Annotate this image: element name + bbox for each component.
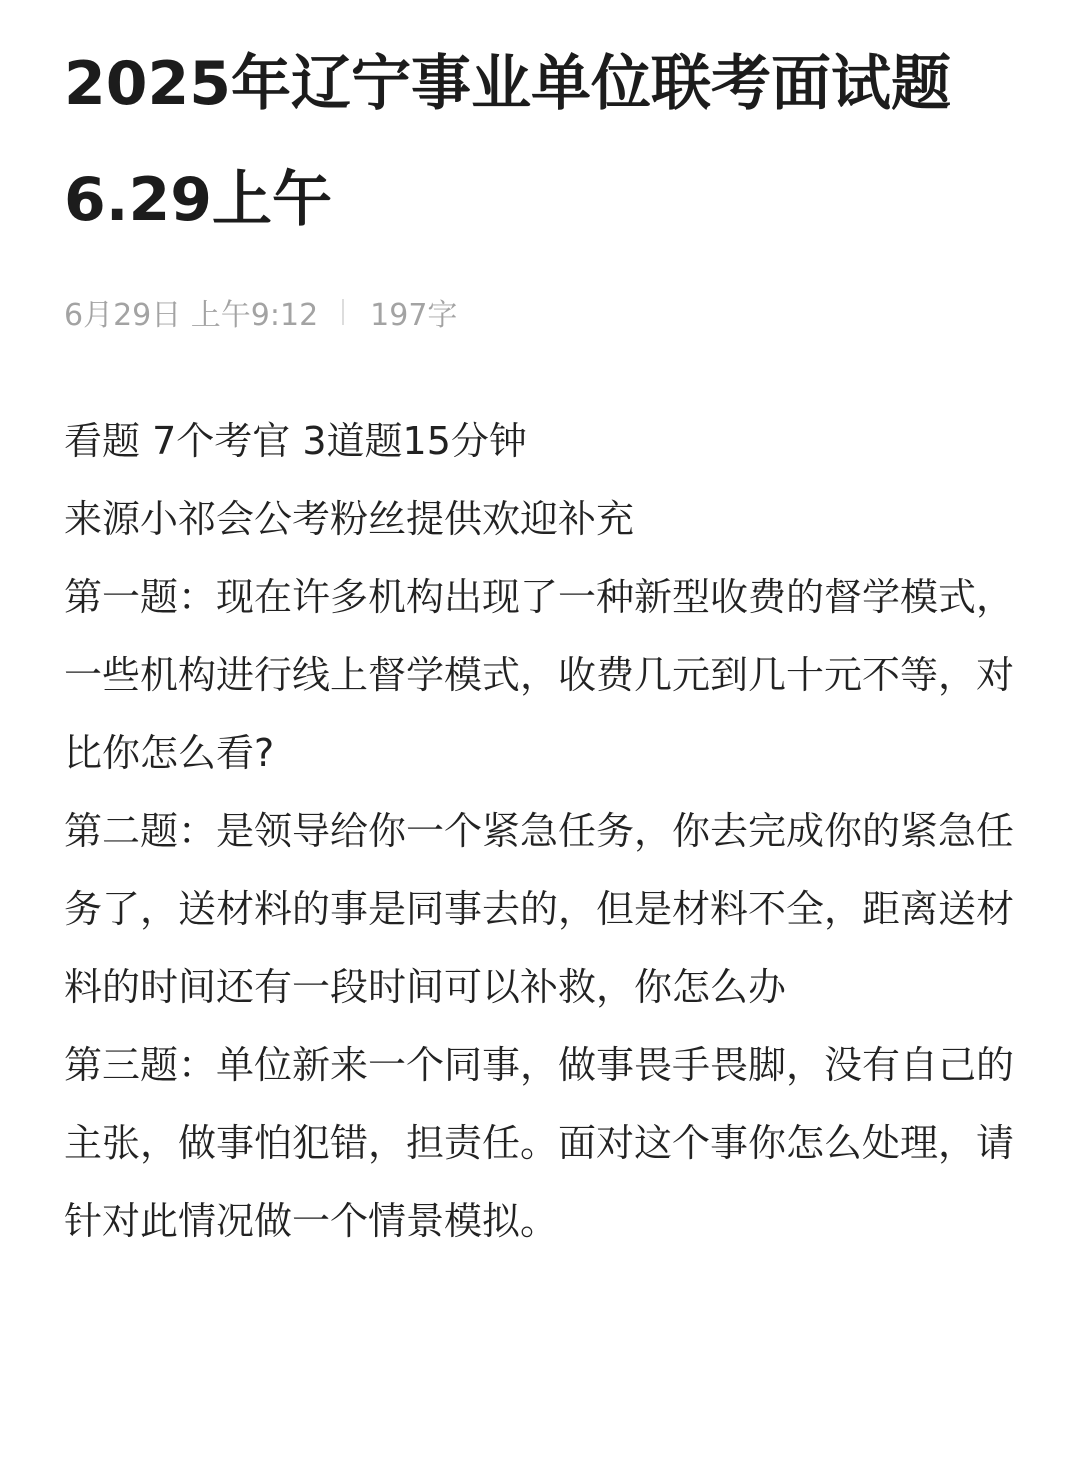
article xyxy=(64,0,1016,1260)
paragraph-question-3: 第三题：单位新来一个同事，做事畏手畏脚，没有自己的主张，做事怕犯错，担责任。面对这个事你怎么处理，请针对此情况做一个情景模拟。 xyxy=(64,1043,1015,1243)
paragraph-source: 来源小祁会公考粉丝提供欢迎补充 xyxy=(64,497,635,541)
word-count: 197字 xyxy=(370,298,458,333)
article-body xyxy=(64,402,1016,1260)
paragraph-question-2: 第二题：是领导给你一个紧急任务，你去完成你的紧急任务了，送材料的事是同事去的，但是材料不全，距离送材料的时间还有一段时间可以补救，你怎么办 xyxy=(64,809,1015,1009)
paragraph-intro: 看题 7个考官 3道题15分钟 xyxy=(64,419,527,463)
article-title: 2025年辽宁事业单位联考面试题6.29上午 xyxy=(64,49,951,235)
meta-divider xyxy=(342,299,344,325)
article-meta xyxy=(64,292,1016,332)
publish-date: 6月29日 上午9:12 xyxy=(64,298,319,333)
paragraph-question-1: 第一题：现在许多机构出现了一种新型收费的督学模式，一些机构进行线上督学模式，收费几元到几十元不等，对比你怎么看? xyxy=(64,575,1015,775)
